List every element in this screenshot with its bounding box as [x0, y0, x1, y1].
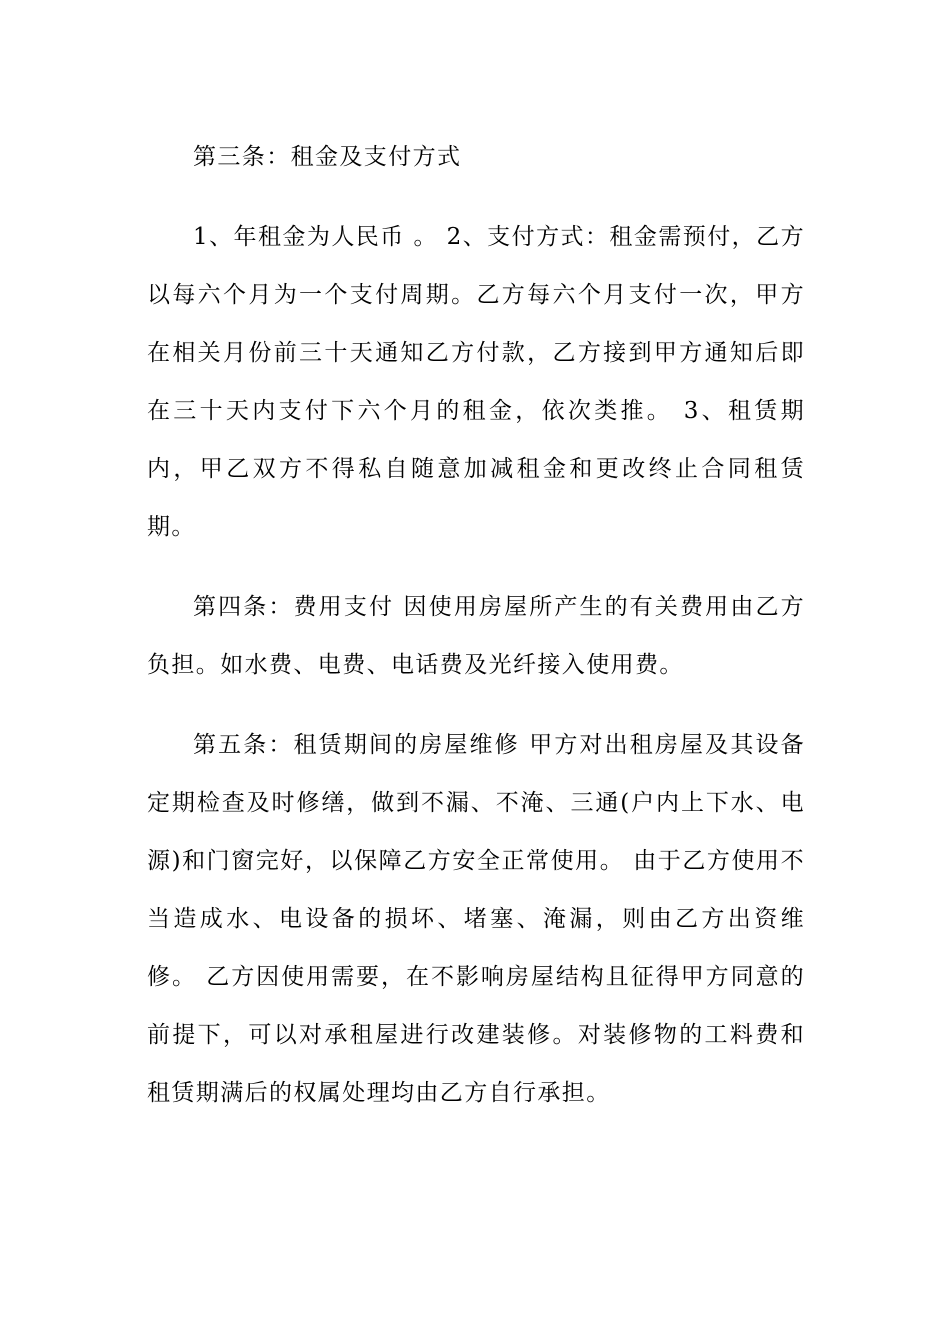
- article-5-paragraph: 第五条：租赁期间的房屋维修 甲方对出租房屋及其设备定期检查及时修缮，做到不漏、不淹、三通(户内上下水、电源)和门窗完好，以保障乙方安全正常使用。 由于乙方使用不当造成水、电设备的损坏、堵塞、淹漏，则由乙方出资维修。 乙方因使用需要，在不影响房屋结构且征得甲方同意的前提下，可以对承租屋进行改建装修。对装修物的工料费和租赁期满后的权属处理均由乙方自行承担。: [147, 732, 805, 1106]
- article-3-heading: 第三条：租金及支付方式: [193, 144, 462, 170]
- article-4-paragraph: 第四条：费用支付 因使用房屋所产生的有关费用由乙方负担。如水费、电费、电话费及光纤接入使用费。: [147, 594, 805, 678]
- document-body: [147, 128, 805, 1122]
- article-3-body: 1、年租金为人民币 。 2、支付方式：租金需预付，乙方以每六个月为一个支付周期。乙方每六个月支付一次，甲方在相关月份前三十天通知乙方付款，乙方接到甲方通知后即在三十天内支付下六个月的租金，依次类推。 3、租赁期内，甲乙双方不得私自随意加减租金和更改终止合同租赁期。: [147, 224, 805, 540]
